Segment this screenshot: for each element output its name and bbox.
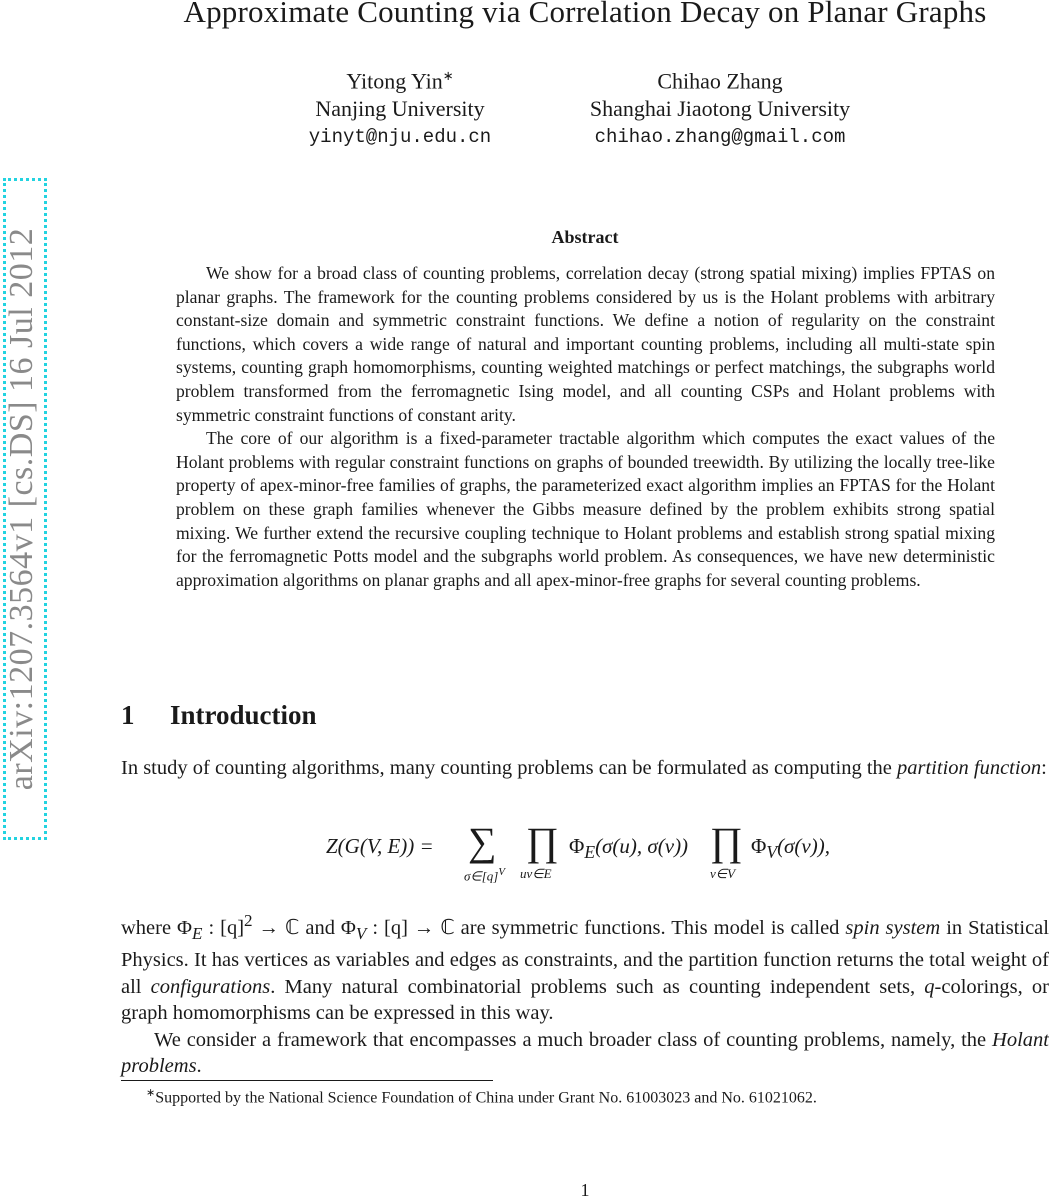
product-subscript-2: v∈V [710,866,736,881]
author-name: Chihao Zhang [657,68,783,94]
vertex-term [751,834,830,863]
footnote-text: Supported by the National Science Foundation of China under Grant No. 61003023 and No. 61021062. [155,1089,817,1107]
arxiv-stamp: arXiv:1207.3564v1 [cs.DS] 16 Jul 2012 [3,227,40,791]
math-sup: 2 [244,911,253,930]
sub-text: σ∈[q] [464,868,499,884]
text-run: → ℂ and Φ [252,916,356,939]
text-run: . [196,1055,202,1078]
text-run: : [1041,757,1047,779]
phi: Φ [569,834,585,858]
math-sub: V [355,923,367,943]
paper-title: Approximate Counting via Correlation Decay on Planar Graphs [183,0,987,29]
product-subscript-1: uv∈E [520,866,552,881]
page-number: 1 [580,1180,590,1200]
product-symbol-1: ∏ [526,819,559,864]
text-run: where Φ [121,916,193,939]
partition-function-equation [326,819,846,896]
author-block-1 [270,62,530,151]
author-email: chihao.zhang@gmail.com [594,126,846,149]
text-run: We consider a framework that encompasses a much broader class of counting problems, namely, the [154,1028,993,1051]
author-email: yinyt@nju.edu.cn [308,126,492,149]
edge-term [569,834,688,863]
summation-subscript [464,866,505,884]
summation-symbol: ∑ [468,819,497,864]
emphasis: spin system [845,916,941,939]
intro-paragraph-1 [121,755,1049,782]
text-run: : [q] [202,916,245,939]
text-run: -colorings, or graph homomorphisms can be expressed in this way. [121,975,1049,1025]
emphasis: Holant problems [121,1028,1049,1078]
math-sub: E [192,923,203,943]
emphasis: partition function [897,757,1042,779]
equation-lhs: Z(G(V, E)) = [326,834,434,858]
emphasis: configurations [150,975,271,998]
section-heading [121,700,317,731]
sub-sup: V [498,866,505,878]
abstract-paragraph: We show for a broad class of counting problems, correlation decay (strong spatial mixing) implies FPTAS on planar graphs. The framework for the counting problems considered by us is the Holant problems with arbitrary constant-size domain and symmetric constraint functions. We define a notion of regularity on the constraint functions, which covers a wide range of natural and important counting problems, including all multi-state spin systems, counting graph homomorphisms, counting weighted matchings or perfect matchings, the subgraphs world problem transformed from the ferromagnetic Ising model, and all counting CSPs and Holant problems with symmetric constraint functions of constant arity. [176,263,995,425]
text-run: In study of counting algorithms, many counting problems can be formulated as computing the [121,757,897,779]
text-run: in Statistical Physics. It has vertices as variables and edges as constraints, and the partition function returns the total weight of all [121,916,1049,998]
phi-sub: E [584,842,596,863]
author-affiliation: Shanghai Jiaotong University [589,96,851,122]
footnote-marker: ∗ [146,1087,156,1099]
text-run: . Many natural combinatorial problems such as counting independent sets, [270,975,925,998]
abstract-paragraph: The core of our algorithm is a fixed-parameter tractable algorithm which computes the exact values of the Holant problems with regular constraint functions on graphs of bounded treewidth. By utilizing the locally tree-like property of apex-minor-free families of graphs, the parameterized exact algorithm implies an FPTAS for the Holant problem on these graph families whenever the Gibbs measure defined by the problem exhibits strong spatial mixing. We further extend the recursive coupling technique to Holant problems and establish strong spatial mixing for the ferromagnetic Potts model and the subgraphs world problem. As consequences, we have new deterministic approximation algorithms on planar graphs and all apex-minor-free graphs for several counting problems. [176,428,995,590]
math-variable: q [924,975,935,998]
abstract-body [176,262,995,592]
footnote [146,1086,817,1107]
author-name: Yitong Yin [346,68,443,94]
author-footnote-marker: ∗ [442,68,454,83]
abstract-heading: Abstract [551,227,619,247]
author-block-2 [560,62,880,151]
product-symbol-2: ∏ [710,819,743,864]
intro-paragraph-2 [121,908,1049,1080]
phi: Φ [751,834,767,858]
footnote-rule [121,1080,493,1081]
section-number: 1 [121,700,135,730]
author-affiliation: Nanjing University [315,96,485,122]
phi-sub: V [766,842,778,863]
section-title: Introduction [170,700,317,730]
phi-args: (σ(u), σ(v)) [595,834,689,858]
phi-args: (σ(v)), [777,834,830,858]
text-run: : [q] → ℂ are symmetric functions. This model is called [366,916,846,939]
